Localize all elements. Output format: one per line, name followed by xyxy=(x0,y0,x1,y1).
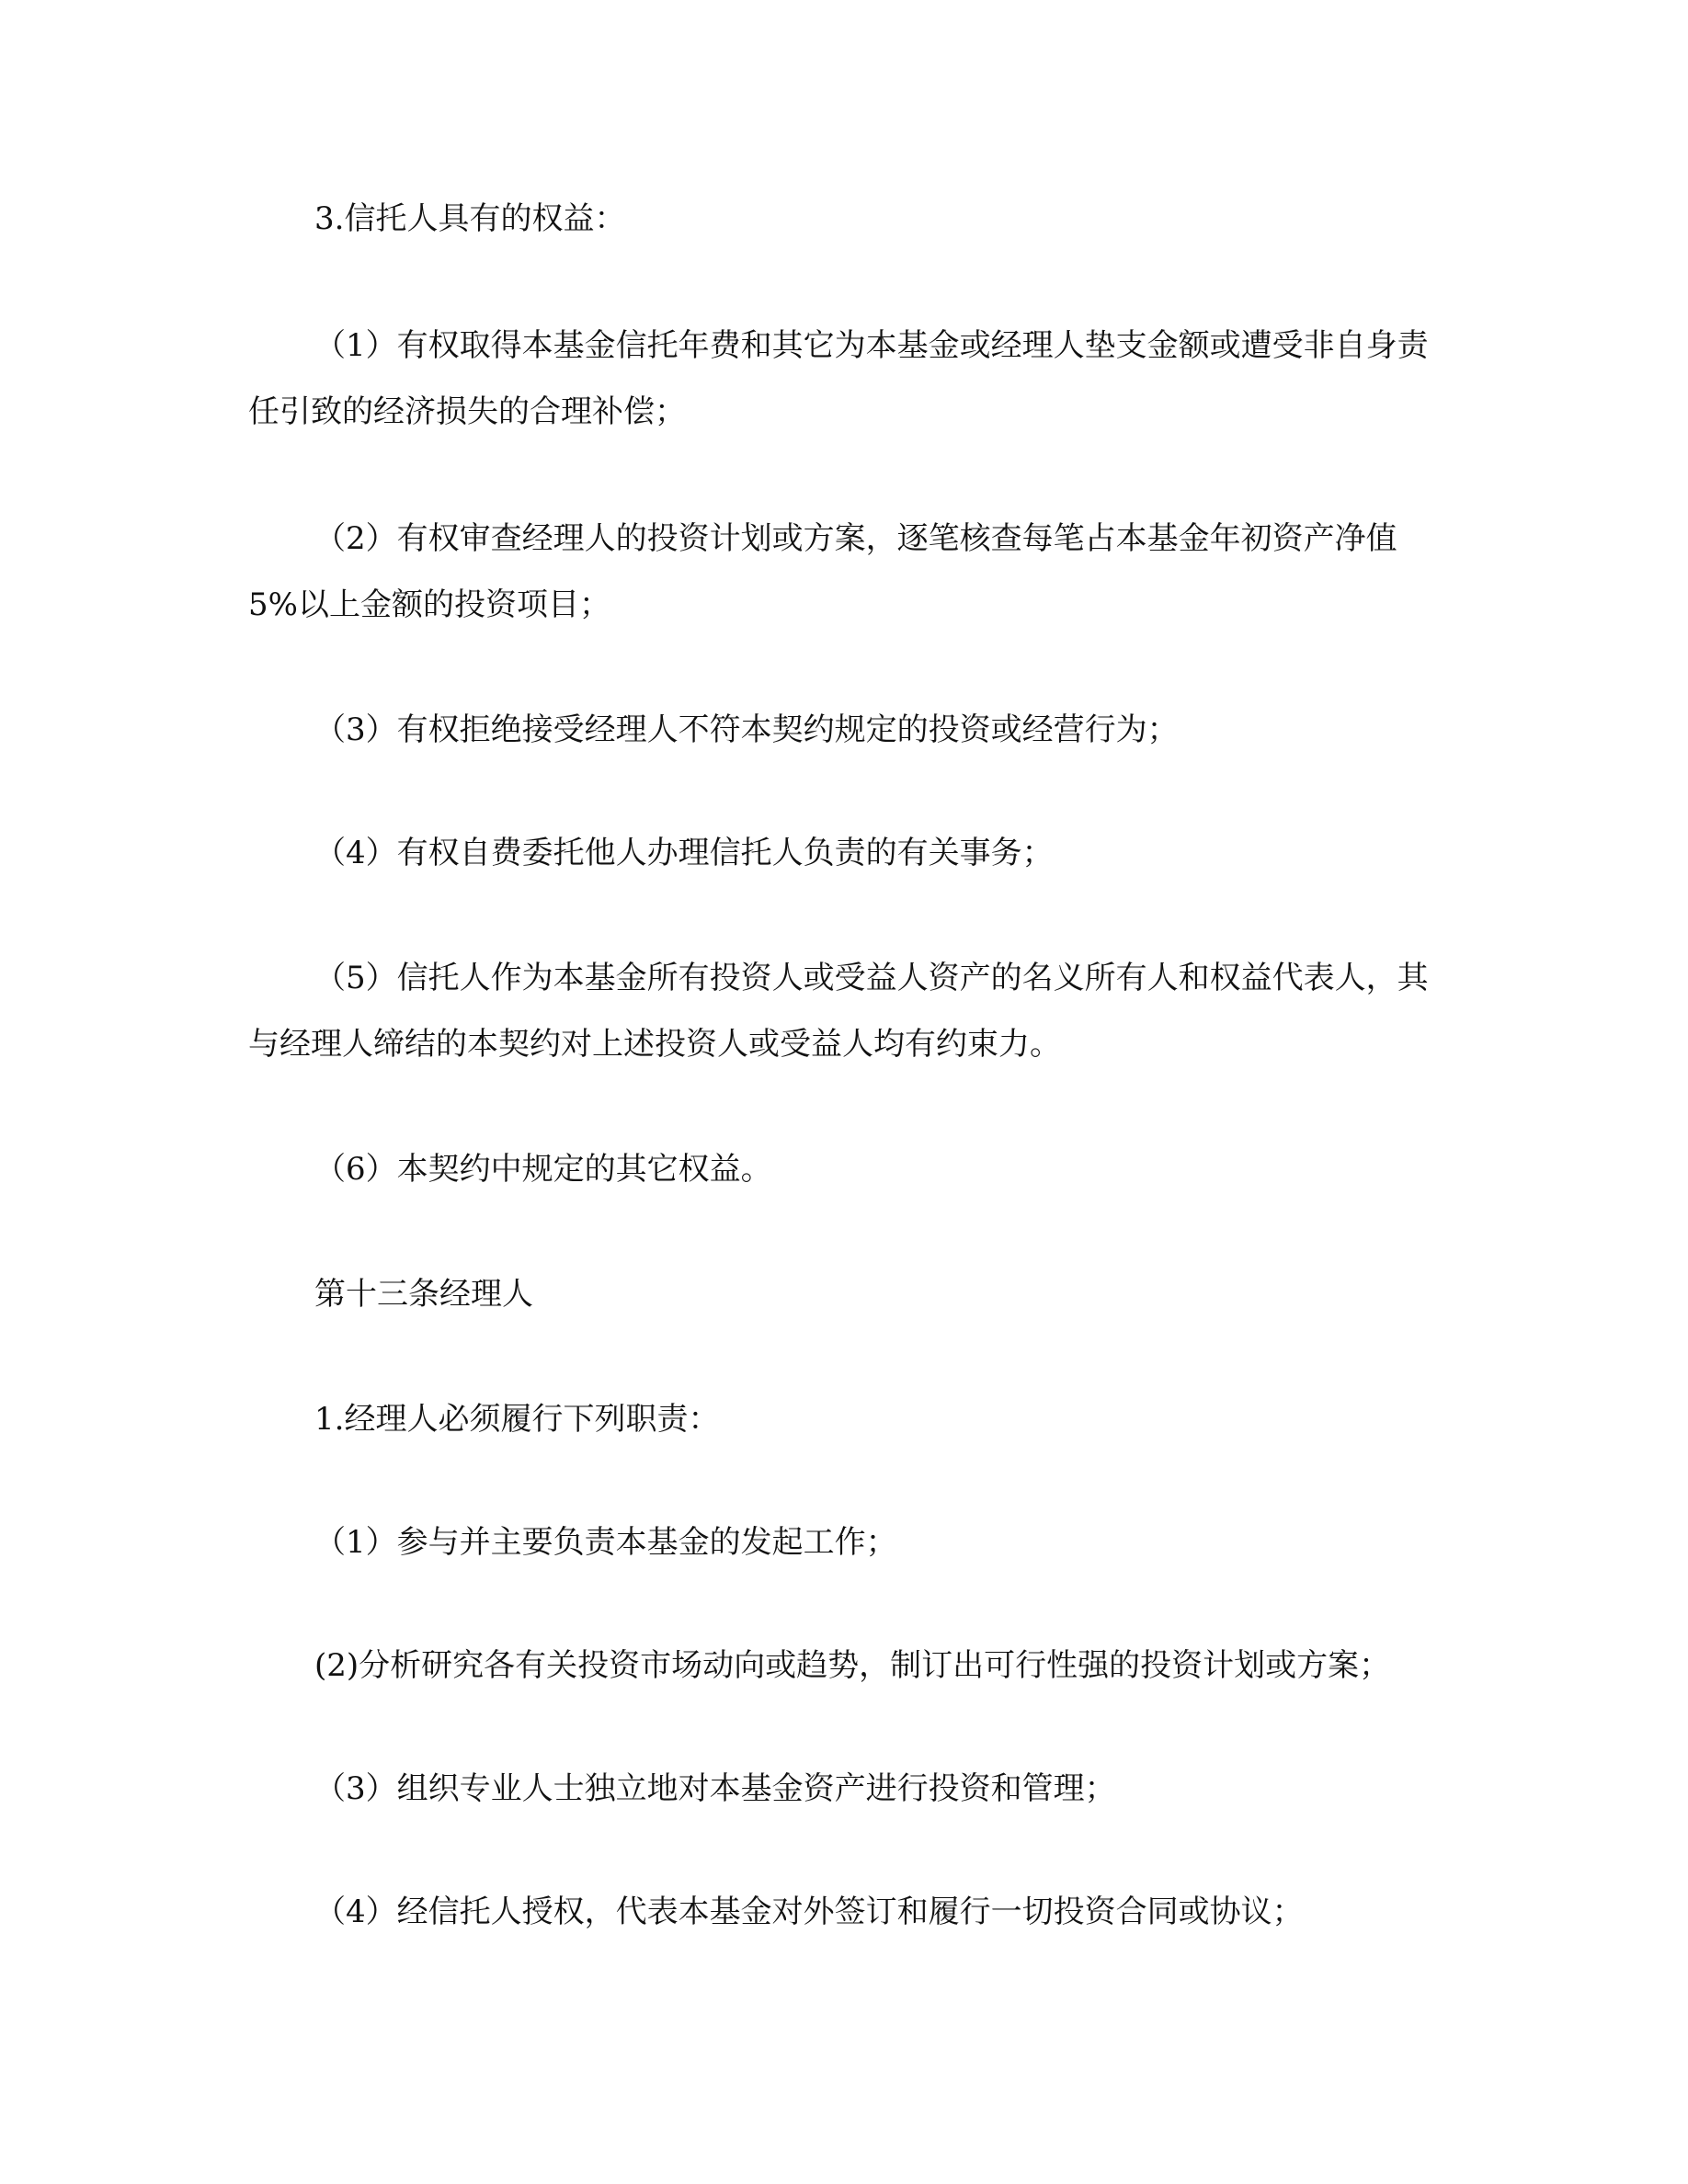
paragraph-trustee-right-6: （6）本契约中规定的其它权益。 xyxy=(314,1151,772,1188)
paragraph-trustee-right-2: （2）有权审查经理人的投资计划或方案，逐笔核查每笔占本基金年初资产净值5%以上金额的投资项目； xyxy=(248,520,1397,623)
section-heading-trustee-rights: 3.信托人具有的权益： xyxy=(314,200,626,237)
paragraph-manager-duty-3: （3）组织专业人士独立地对本基金资产进行投资和管理； xyxy=(314,1770,1116,1807)
paragraph-trustee-right-5: （5）信托人作为本基金所有投资人或受益人资产的名义所有人和权益代表人，其与经理人缔结的本契约对上述投资人或受益人均有约束力。 xyxy=(248,960,1429,1063)
paragraph-manager-duty-4: （4）经信托人授权，代表本基金对外签订和履行一切投资合同或协议； xyxy=(314,1894,1304,1930)
paragraph-trustee-right-4: （4）有权自费委托他人办理信托人负责的有关事务； xyxy=(314,835,1054,871)
article-13-heading: 第十三条经理人 xyxy=(314,1276,533,1313)
paragraph-manager-duty-1: （1）参与并主要负责本基金的发起工作； xyxy=(314,1524,897,1561)
paragraph-trustee-right-1: （1）有权取得本基金信托年费和其它为本基金或经理人垫支金额或遭受非自身责任引致的经济损失的合理补偿； xyxy=(248,327,1429,430)
paragraph-manager-duty-2: (2)分析研究各有关投资市场动向或趋势，制订出可行性强的投资计划或方案； xyxy=(314,1647,1391,1684)
paragraph-trustee-right-3: （3）有权拒绝接受经理人不符本契约规定的投资或经营行为； xyxy=(314,711,1179,748)
section-heading-manager-duties: 1.经理人必须履行下列职责： xyxy=(314,1401,720,1438)
